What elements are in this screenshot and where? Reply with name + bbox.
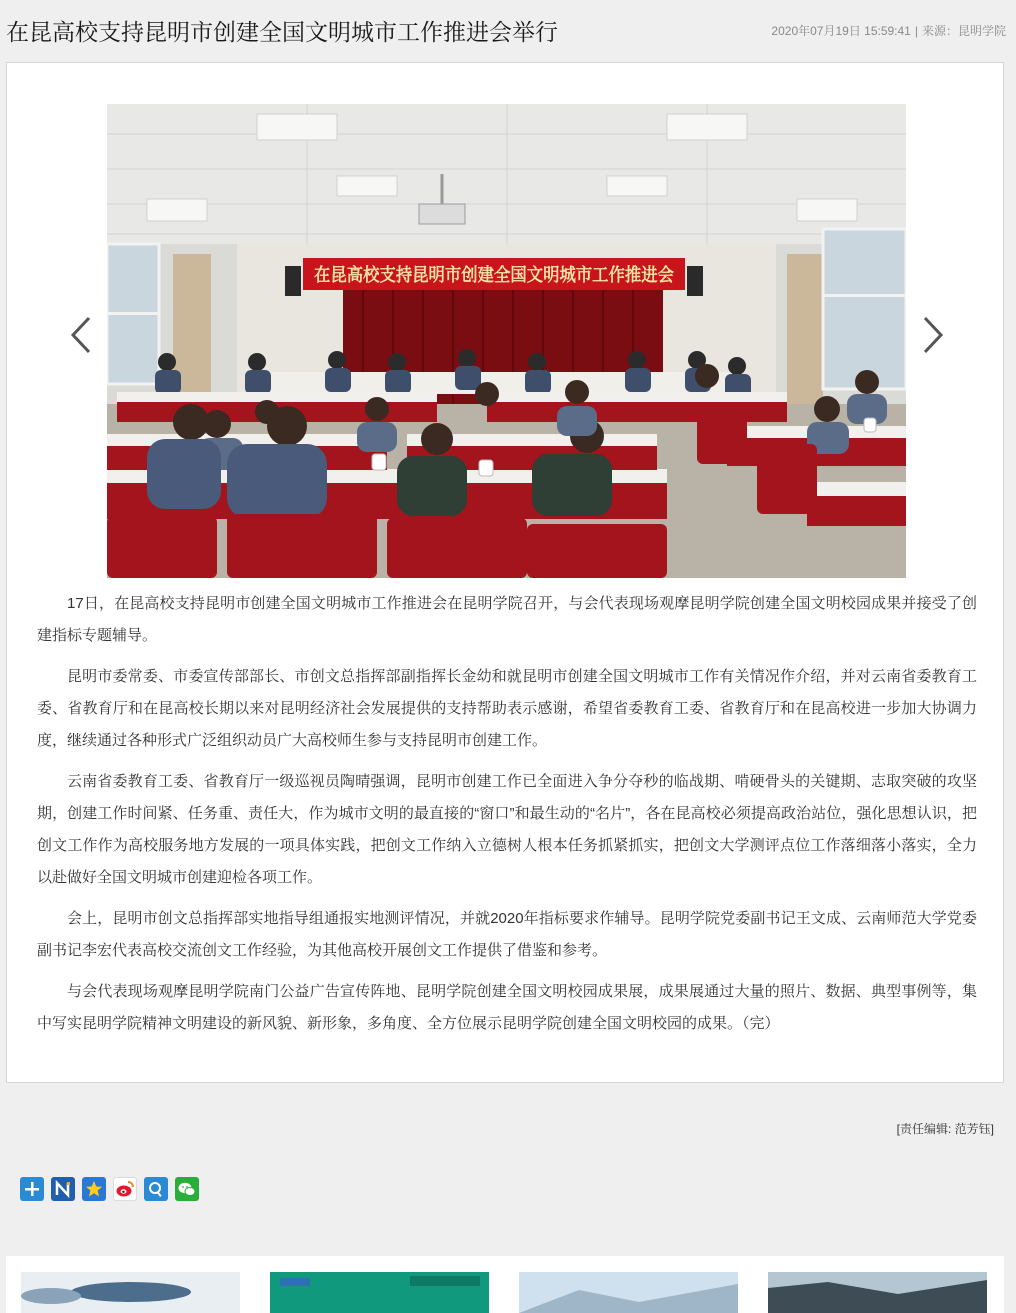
article-source: 来源：昆明学院 [921, 24, 1006, 38]
next-image-button[interactable] [917, 315, 947, 355]
article-header [0, 0, 1016, 62]
article-paragraph: 与会代表现场观摩昆明学院南门公益广告宣传阵地、昆明学院创建全国文明校园成果展，成果展通过大量的照片、数据、典型事例等，集中写实昆明学院精神文明建设的新风貌、新形象，多角度、全方位展示昆明学院创建全国文明校园的成果。（完） [37, 983, 977, 1032]
related-thumbnail[interactable] [270, 1272, 489, 1313]
weibo-icon[interactable] [113, 1177, 137, 1201]
related-news-strip [6, 1256, 1004, 1313]
article-paragraph: 昆明市委常委、市委宣传部部长、市创文总指挥部副指挥长金幼和就昆明市创建全国文明城市工作有关情况作介绍，并对云南省委教育工委、省教育厅和在昆高校长期以来对昆明经济社会发展提供的支持帮助表示感谢，希望省委教育工委、省教育厅和在昆高校进一步加大协调力度，继续通过各种形式广泛组织动员广大高校师生参与支持昆明市创建工作。 [37, 668, 977, 749]
plus-icon[interactable] [20, 1177, 44, 1201]
share-bar [20, 1177, 199, 1201]
related-thumbnail[interactable] [768, 1272, 987, 1313]
meeting-photo [107, 104, 906, 578]
publish-date: 2020年07月19日 15:59:41 [771, 24, 911, 38]
wechat-icon[interactable] [175, 1177, 199, 1201]
article-paragraph: 云南省委教育工委、省教育厅一级巡视员陶晴强调，昆明市创建工作已全面进入争分夺秒的临战期、啃硬骨头的关键期、志取突破的攻坚期，创建工作时间紧、任务重、责任大，作为城市文明的最直接的“窗口”和最生动的“名片”，各在昆高校必须提高政治站位，强化思想认识，把创文工作作为高校服务地方发展的一项具体实践，把创文工作纳入立德树人根本任务抓紧抓实，把创文大学测评点位工作落细落小落实，全力以赴做好全国文明城市创建迎检各项工作。 [37, 773, 977, 886]
tencent-icon[interactable] [144, 1177, 168, 1201]
meta-separator: | [914, 24, 918, 38]
star-icon[interactable] [82, 1177, 106, 1201]
article-body [37, 588, 977, 1049]
n-icon[interactable] [51, 1177, 75, 1201]
article-card [6, 62, 1004, 1083]
article-paragraph: 会上，昆明市创文总指挥部实地指导组通报实地测评情况，并就2020年指标要求作辅导。昆明学院党委副书记王文成、云南师范大学党委副书记李宏代表高校交流创文工作经验，为其他高校开展创文工作提供了借鉴和参考。 [37, 910, 977, 959]
meeting-banner-text: 在昆高校支持昆明市创建全国文明城市工作推进会 [314, 265, 710, 286]
related-thumbnail[interactable] [519, 1272, 738, 1313]
responsible-editor: [责任编辑: 范芳钰] [896, 1122, 994, 1136]
prev-image-button[interactable] [67, 315, 97, 355]
chevron-right-icon [925, 318, 941, 352]
article-paragraph: 17日，在昆高校支持昆明市创建全国文明城市工作推进会在昆明学院召开，与会代表现场观摩昆明学院创建全国文明校园成果并接受了创建指标专题辅导。 [37, 595, 977, 644]
chevron-left-icon [73, 318, 89, 352]
article-title: 在昆高校支持昆明市创建全国文明城市工作推进会举行 [6, 19, 558, 45]
article-meta [771, 22, 1006, 39]
related-thumbnail[interactable] [21, 1272, 240, 1313]
